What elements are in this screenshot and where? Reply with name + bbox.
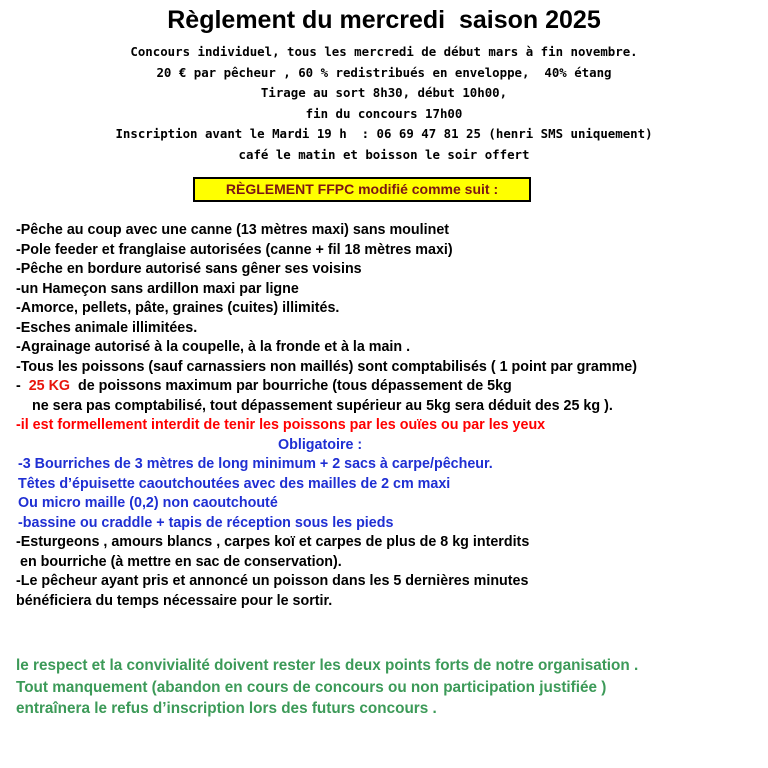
- rule-item: -Le pêcheur ayant pris et annoncé un poisson dans les 5 dernières minutes: [16, 573, 529, 589]
- mandatory-item: Têtes d’épuisette caoutchoutées avec des mailles de 2 cm maxi: [18, 475, 451, 492]
- page-title: Règlement du mercredi saison 2025: [167, 6, 601, 34]
- rule-item: -Tous les poissons (sauf carnassiers non maillés) sont comptabilisés ( 1 point par gramme): [16, 358, 638, 375]
- rule-item-weight-limit: [16, 377, 761, 397]
- rule-text: de poissons maximum par bourriche (tous dépassement de 5kg: [70, 378, 512, 394]
- info-line-registration: Inscription avant le Mardi 19 h : 06 69 47 81 25 (henri SMS uniquement): [115, 126, 653, 141]
- mandatory-item: -bassine ou craddle + tapis de réception sous les pieds: [18, 514, 394, 531]
- rules-list: [16, 221, 761, 611]
- rule-item: -Pêche au coup avec une canne (13 mètres maxi) sans moulinet: [16, 222, 450, 238]
- footer-line: Tout manquement (abandon en cours de concours ou non participation justifiée ): [16, 678, 607, 696]
- rule-item-continuation: ne sera pas comptabilisé, tout dépassement supérieur au 5kg sera déduit des 25 kg ).: [32, 397, 613, 414]
- mandatory-heading: Obligatoire :: [278, 436, 363, 453]
- footer-line: le respect et la convivialité doivent rester les deux points forts de notre organisation .: [16, 657, 639, 674]
- mandatory-item: Ou micro maille (0,2) non caoutchouté: [18, 495, 278, 511]
- rule-item: -Esturgeons , amours blancs , carpes koï et carpes de plus de 8 kg interdits: [16, 534, 530, 550]
- rule-item: -Pêche en bordure autorisé sans gêner ses voisins: [16, 261, 362, 277]
- rule-prefix: -: [16, 378, 29, 394]
- footer-line: entraînera le refus d’inscription lors des futurs concours .: [16, 700, 437, 717]
- rule-item: -un Hameçon sans ardillon maxi par ligne: [16, 280, 299, 297]
- info-line-schedule: Concours individuel, tous les mercredi de début mars à fin novembre.: [130, 44, 638, 59]
- rule-item-forbidden: -il est formellement interdit de tenir les poissons par les ouïes ou par les yeux: [16, 417, 546, 433]
- rule-item: -Agrainage autorisé à la coupelle, à la fronde et à la main .: [16, 339, 411, 355]
- info-line-refreshments: café le matin et boisson le soir offert: [238, 146, 530, 162]
- rule-item: -Esches animale illimitées.: [16, 319, 198, 336]
- weight-limit-highlight: 25 KG: [28, 378, 71, 394]
- contest-info: [0, 42, 768, 165]
- info-line-end: fin du concours 17h00: [305, 105, 463, 121]
- rule-item-continuation: bénéficiera du temps nécessaire pour le sortir.: [16, 592, 333, 609]
- rule-item-continuation: en bourriche (à mettre en sac de conservation).: [20, 553, 342, 570]
- info-line-price: 20 € par pêcheur , 60 % redistribués en enveloppe, 40% étang: [156, 64, 612, 80]
- mandatory-item: -3 Bourriches de 3 mètres de long minimum + 2 sacs à carpe/pêcheur.: [18, 456, 493, 472]
- rule-item: -Amorce, pellets, pâte, graines (cuites) illimités.: [16, 300, 340, 316]
- info-line-draw: Tirage au sort 8h30, début 10h00,: [260, 85, 508, 100]
- footer-notice: [16, 655, 768, 720]
- rule-item: -Pole feeder et franglaise autorisées (canne + fil 18 mètres maxi): [16, 241, 453, 258]
- rules-heading-box: RÈGLEMENT FFPC modifié comme suit :: [193, 177, 531, 202]
